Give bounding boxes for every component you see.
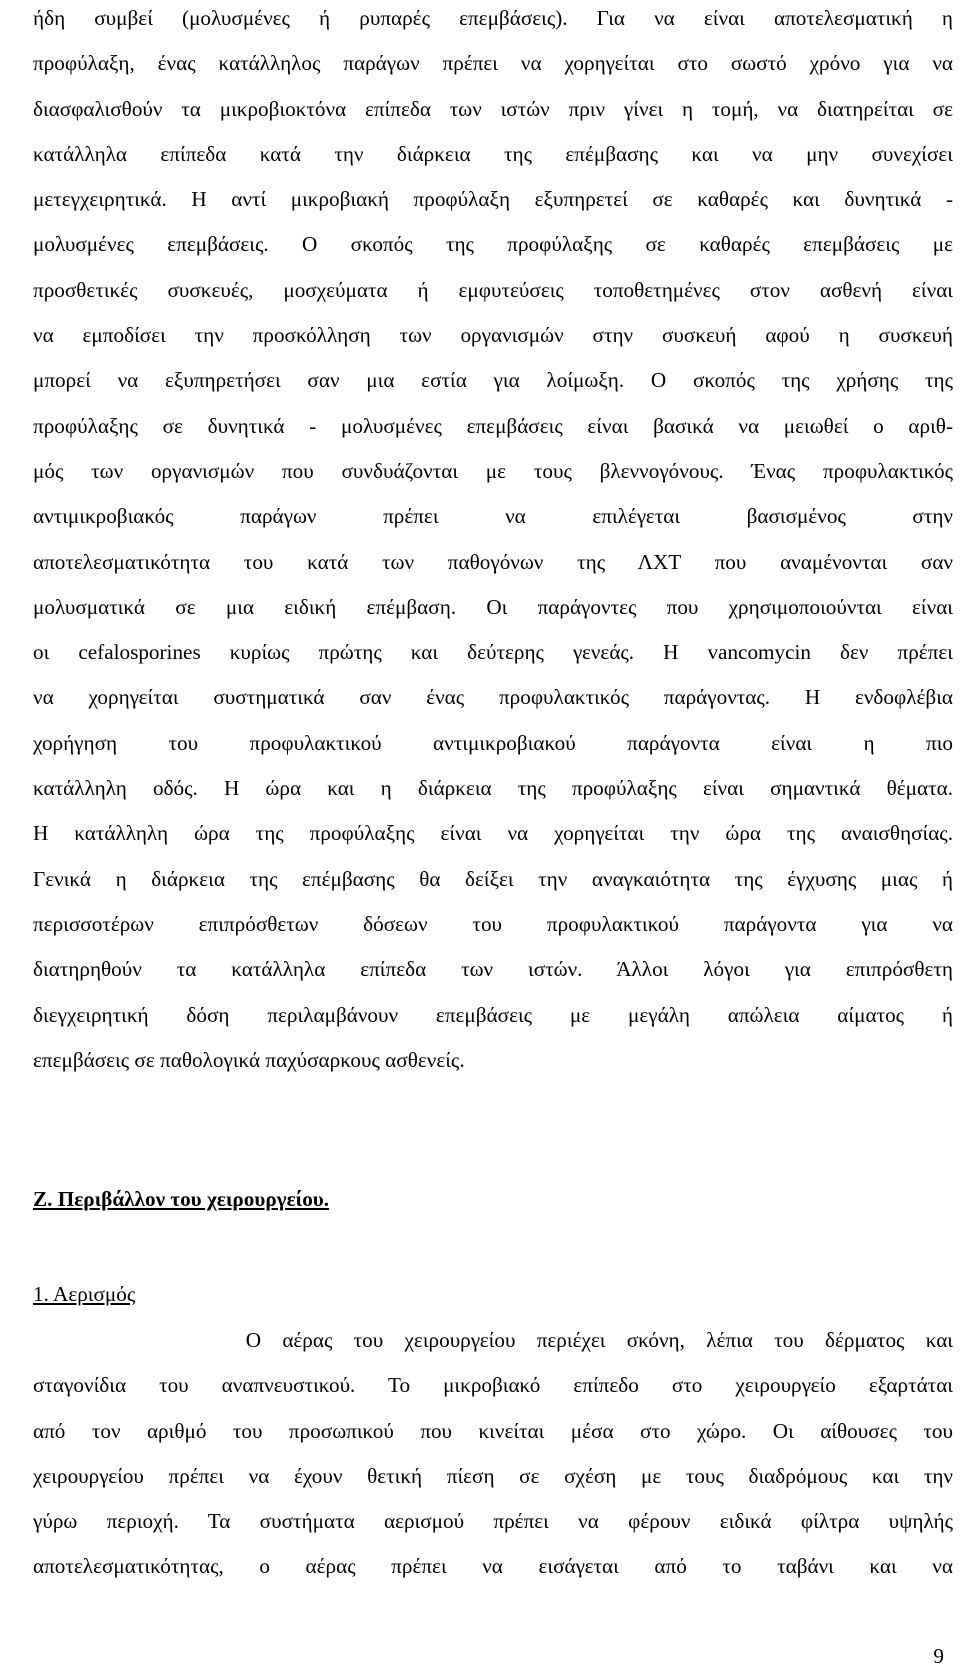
- body-paragraph-antimicrobial-prophylaxis: [33, 0, 953, 1083]
- text-line: διασφαλισθούν τα μικροβιοκτόνα επίπεδα των ιστών πριν γίνει η τομή, να διατηρείται σε: [33, 96, 953, 121]
- text-line: χορήγηση του προφυλακτικού αντιμικροβιακού παράγοντα είναι η πιο: [33, 730, 953, 755]
- text-line: μολυσματικά σε μια ειδική επέμβαση. Οι παράγοντες που χρησιμοποιούνται είναι: [33, 594, 953, 619]
- text-line: προφύλαξη, ένας κατάλληλος παράγων πρέπει να χορηγείται στο σωστό χρόνο για να: [33, 51, 953, 76]
- text-line: χειρουργείου πρέπει να έχουν θετική πίεση σε σχέση με τους διαδρόμους και την: [33, 1463, 953, 1488]
- text-line: προσθετικές συσκευές, μοσχεύματα ή εμφυτεύσεις τοποθετημένες στον ασθενή είναι: [33, 277, 953, 302]
- text-line: διεγχειρητική δόση περιλαμβάνουν επεμβάσεις με μεγάλη απώλεια αίματος ή: [33, 1002, 953, 1027]
- text-line: Γενικά η διάρκεια της επέμβασης θα δείξει την αναγκαιότητα της έγχυσης μιας ή: [33, 866, 953, 891]
- text-line: από τον αριθμό του προσωπικού που κινείται μέσα στο χώρο. Οι αίθουσες του: [33, 1418, 953, 1443]
- text-line: ήδη συμβεί (μολυσμένες ή ρυπαρές επεμβάσεις). Για να είναι αποτελεσματική η: [33, 6, 953, 30]
- text-line: μολυσμένες επεμβάσεις. Ο σκοπός της προφύλαξης σε καθαρές επεμβάσεις με: [33, 232, 953, 257]
- text-line: κατάλληλα επίπεδα κατά την διάρκεια της επέμβασης και να μην συνεχίσει: [33, 141, 953, 166]
- text-line: μός των οργανισμών που συνδυάζονται με τους βλεννογόνους. Ένας προφυλακτικός: [33, 458, 953, 483]
- text-line: αντιμικροβιακός παράγων πρέπει να επιλέγεται βασισμένος στην: [33, 504, 953, 529]
- text-line: διατηρηθούν τα κατάλληλα επίπεδα των ιστών. Άλλοι λόγοι για επιπρόσθετη: [33, 957, 953, 982]
- text-line: σταγονίδια του αναπνευστικού. Το μικροβιακό επίπεδο στο χειρουργείο εξαρτάται: [33, 1373, 953, 1398]
- text-line: περισσοτέρων επιπρόσθετων δόσεων του προφυλακτικού παράγοντα για να: [33, 911, 953, 936]
- text-line: κατάλληλη οδός. Η ώρα και η διάρκεια της προφύλαξης είναι σημαντικά θέματα.: [33, 776, 953, 801]
- text-line: αποτελεσματικότητα του κατά των παθογόνων της ΛΧΤ που αναμένονται σαν: [33, 549, 953, 574]
- section-heading: Ζ. Περιβάλλον του χειρουργείου.: [33, 1187, 330, 1211]
- text-line: Ο αέρας του χειρουργείου περιέχει σκόνη, λέπια του δέρματος και: [33, 1328, 953, 1352]
- text-line: να χορηγείται συστηματικά σαν ένας προφυλακτικός παράγοντας. Η ενδοφλέβια: [33, 685, 953, 710]
- text-line: αποτελεσματικότητας, ο αέρας πρέπει να εισάγεται από το ταβάνι και να: [33, 1554, 953, 1579]
- text-line: Η κατάλληλη ώρα της προφύλαξης είναι να χορηγείται την ώρα της αναισθησίας.: [33, 821, 953, 846]
- text-line: προφύλαξης σε δυνητικά - μολυσμένες επεμβάσεις είναι βασικά να μειωθεί ο αριθ-: [33, 413, 953, 438]
- text-line: να εμποδίσει την προσκόλληση των οργανισμών στην συσκευή αφού η συσκευή: [33, 323, 953, 348]
- text-line: μετεγχειρητικά. Η αντί μικροβιακή προφύλαξη εξυπηρετεί σε καθαρές και δυνητικά -: [33, 187, 953, 212]
- text-line: οι cefalosporines κυρίως πρώτης και δεύτερης γενεάς. Η vancomycin δεν πρέπει: [33, 640, 953, 665]
- body-paragraph-ventilation: [33, 1318, 953, 1590]
- subsection-heading: 1. Αερισμός: [33, 1282, 136, 1306]
- page-number: 9: [933, 1644, 944, 1668]
- text-line: επεμβάσεις σε παθολογικά παχύσαρκους ασθενείς.: [33, 1047, 465, 1072]
- text-line: μπορεί να εξυπηρετήσει σαν μια εστία για λοίμωξη. Ο σκοπός της χρήσης της: [33, 368, 953, 393]
- text-line: γύρω περιοχή. Τα συστήματα αερισμού πρέπει να φέρουν ειδικά φίλτρα υψηλής: [33, 1509, 953, 1534]
